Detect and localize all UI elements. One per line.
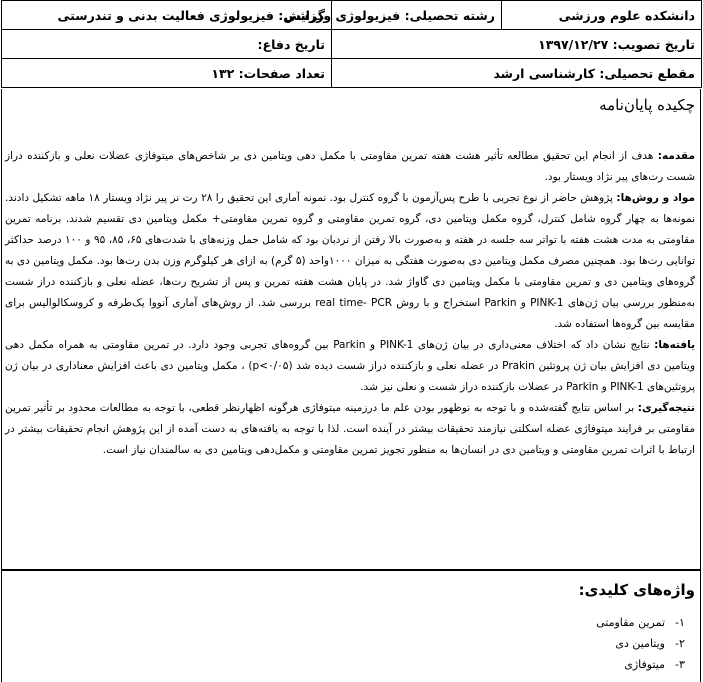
info-row-3	[2, 59, 702, 88]
keywords-title: واژه‌های کلیدی:	[578, 581, 695, 599]
keywords-list	[596, 612, 695, 675]
findings-label: یافته‌ها:	[654, 339, 696, 351]
keyword-item	[596, 654, 695, 675]
abstract-intro	[5, 146, 695, 188]
keyword-item	[596, 612, 695, 633]
thesis-info-table	[1, 0, 702, 88]
field-cell: رشته تحصیلی: فیزیولوژی ورزشی	[332, 1, 502, 30]
keyword-item	[596, 633, 695, 654]
level-cell: مقطع تحصیلی: کارشناسی ارشد	[332, 59, 702, 88]
methods-text: پژوهش حاضر از نوع تجربی با طرح پس‌آزمون با گروه کنترل بود. نمونه آماری این تحقیق را ۲۸ رت نر پیر نژاد ویستار ۱۸ ماهه تشکیل دادند. نمونه‌ها به چهار گروه شامل کنترل، گروه مکمل ویتامین دی، گروه تمرین مقاومتی و گروه تمرین مقاومتی+ مکمل ویتامین دی تقسیم شدند. برنامه تمرین مقاومتی به مدت هشت هفته با تواتر سه جلسه در هفته و به‌صورت بالا رفتن از نردبان بود که شامل حمل وزنه‌های با شدت‌های ۶۵، ۸۵، ۹۵ و ۱۰۰ درصد حداکثر توانایی رت‌ها بود. همچنین مصرف مکمل ویتامین دی به‌صورت هفتگی به میزان ۱۰۰۰واحد (۵ گرم) به ازای هر کیلوگرم وزن بدن رت‌ها بود. مکمل ویتامین دی به گروه‌های ویتامین دی و تمرین مقاومتی با مکمل ویتامین دی گاواژ شد. در پایان هشت هفته تمرین و پس از تشریح رت‌ها، عضله نعلی و بازکننده دراز شست به‌منظور بررسی بیان ژن‌های PINK-1 و Parkin استخراج و با روش real time- PCR بررسی شد. از روش‌های آماری آنووا یک‌طرفه و کروسکالوالیس برای مقایسه بین گروه‌ها استفاده شد.	[5, 192, 696, 330]
conclusion-label: نتیجه‌گیری:	[637, 402, 695, 414]
abstract-body	[5, 146, 695, 461]
methods-label: مواد و روش‌ها:	[616, 192, 695, 204]
major-cell: گرایش: فیزیولوژی فعالیت بدنی و تندرستی	[2, 1, 332, 30]
intro-label: مقدمه:	[657, 150, 695, 162]
conclusion-text: بر اساس نتایج گفته‌شده و با توجه به نوظهور بودن علم ما درزمینه میتوفاژی هرگونه اظهارنظر قطعی، با توجه به مطالعات محدود بر تأثیر تمرین مقاومتی بر فرایند میتوفاژی عضله اسکلتی نیازمند تحقیقات بیشتر در آینده است. لذا با توجه به یافته‌های به دست آمده از این پژوهش انجام تحقیقات بیشتر در ارتباط با اثرات تمرین مقاومتی و ویتامین دی در انسان‌ها به منظور تجویز تمرین مقاومتی و مکمل‌دهی ویتامین دی به سالمندان نیاز است.	[5, 402, 695, 456]
keyword-number: ۱-	[675, 616, 685, 629]
keyword-text: تمرین مقاومتی	[596, 616, 665, 629]
keyword-text: میتوفاژی	[624, 658, 665, 671]
findings-text: نتایج نشان داد که اختلاف معنی‌داری در بیان ژن‌های PINK-1 و Parkin بین گروه‌های تجربی وجود دارد. در تمرین مقاومتی به همراه مکمل دهی ویتامین دی افزایش بیان ژن پروتئین Prakin در عضله نعلی و بازکننده دراز شست دیده شد (p<۰/۰۵) ، مکمل ویتامین دی باعث افزایش معناداری در بیان ژن پروتئین‌های PINK-1 و Parkin در عضلات بازکننده دراز شست و نعلی نیز شد.	[5, 339, 696, 393]
faculty-cell: دانشکده علوم ورزشی	[502, 1, 702, 30]
abstract-methods	[5, 188, 695, 335]
info-row-2	[2, 30, 702, 59]
keyword-text: ویتامین دی	[615, 637, 665, 650]
abstract-findings	[5, 335, 695, 398]
approval-date-cell: تاریخ تصویب: ۱۳۹۷/۱۲/۲۷	[332, 30, 702, 59]
keyword-number: ۲-	[675, 637, 685, 650]
abstract-title: چکیده پایان‌نامه	[599, 96, 695, 114]
defense-date-cell: تاریخ دفاع:	[2, 30, 332, 59]
pages-cell: تعداد صفحات: ۱۳۲	[2, 59, 332, 88]
info-row-1	[2, 1, 702, 30]
intro-text: هدف از انجام این تحقیق مطالعه تأثیر هشت هفته تمرین مقاومتی با مکمل دهی ویتامین دی بر شاخص‌های میتوفاژی عضلات نعلی و بازکننده دراز شست رت‌های پیر نژاد ویستار بود.	[5, 150, 695, 183]
abstract-conclusion	[5, 398, 695, 461]
keyword-number: ۳-	[675, 658, 685, 671]
